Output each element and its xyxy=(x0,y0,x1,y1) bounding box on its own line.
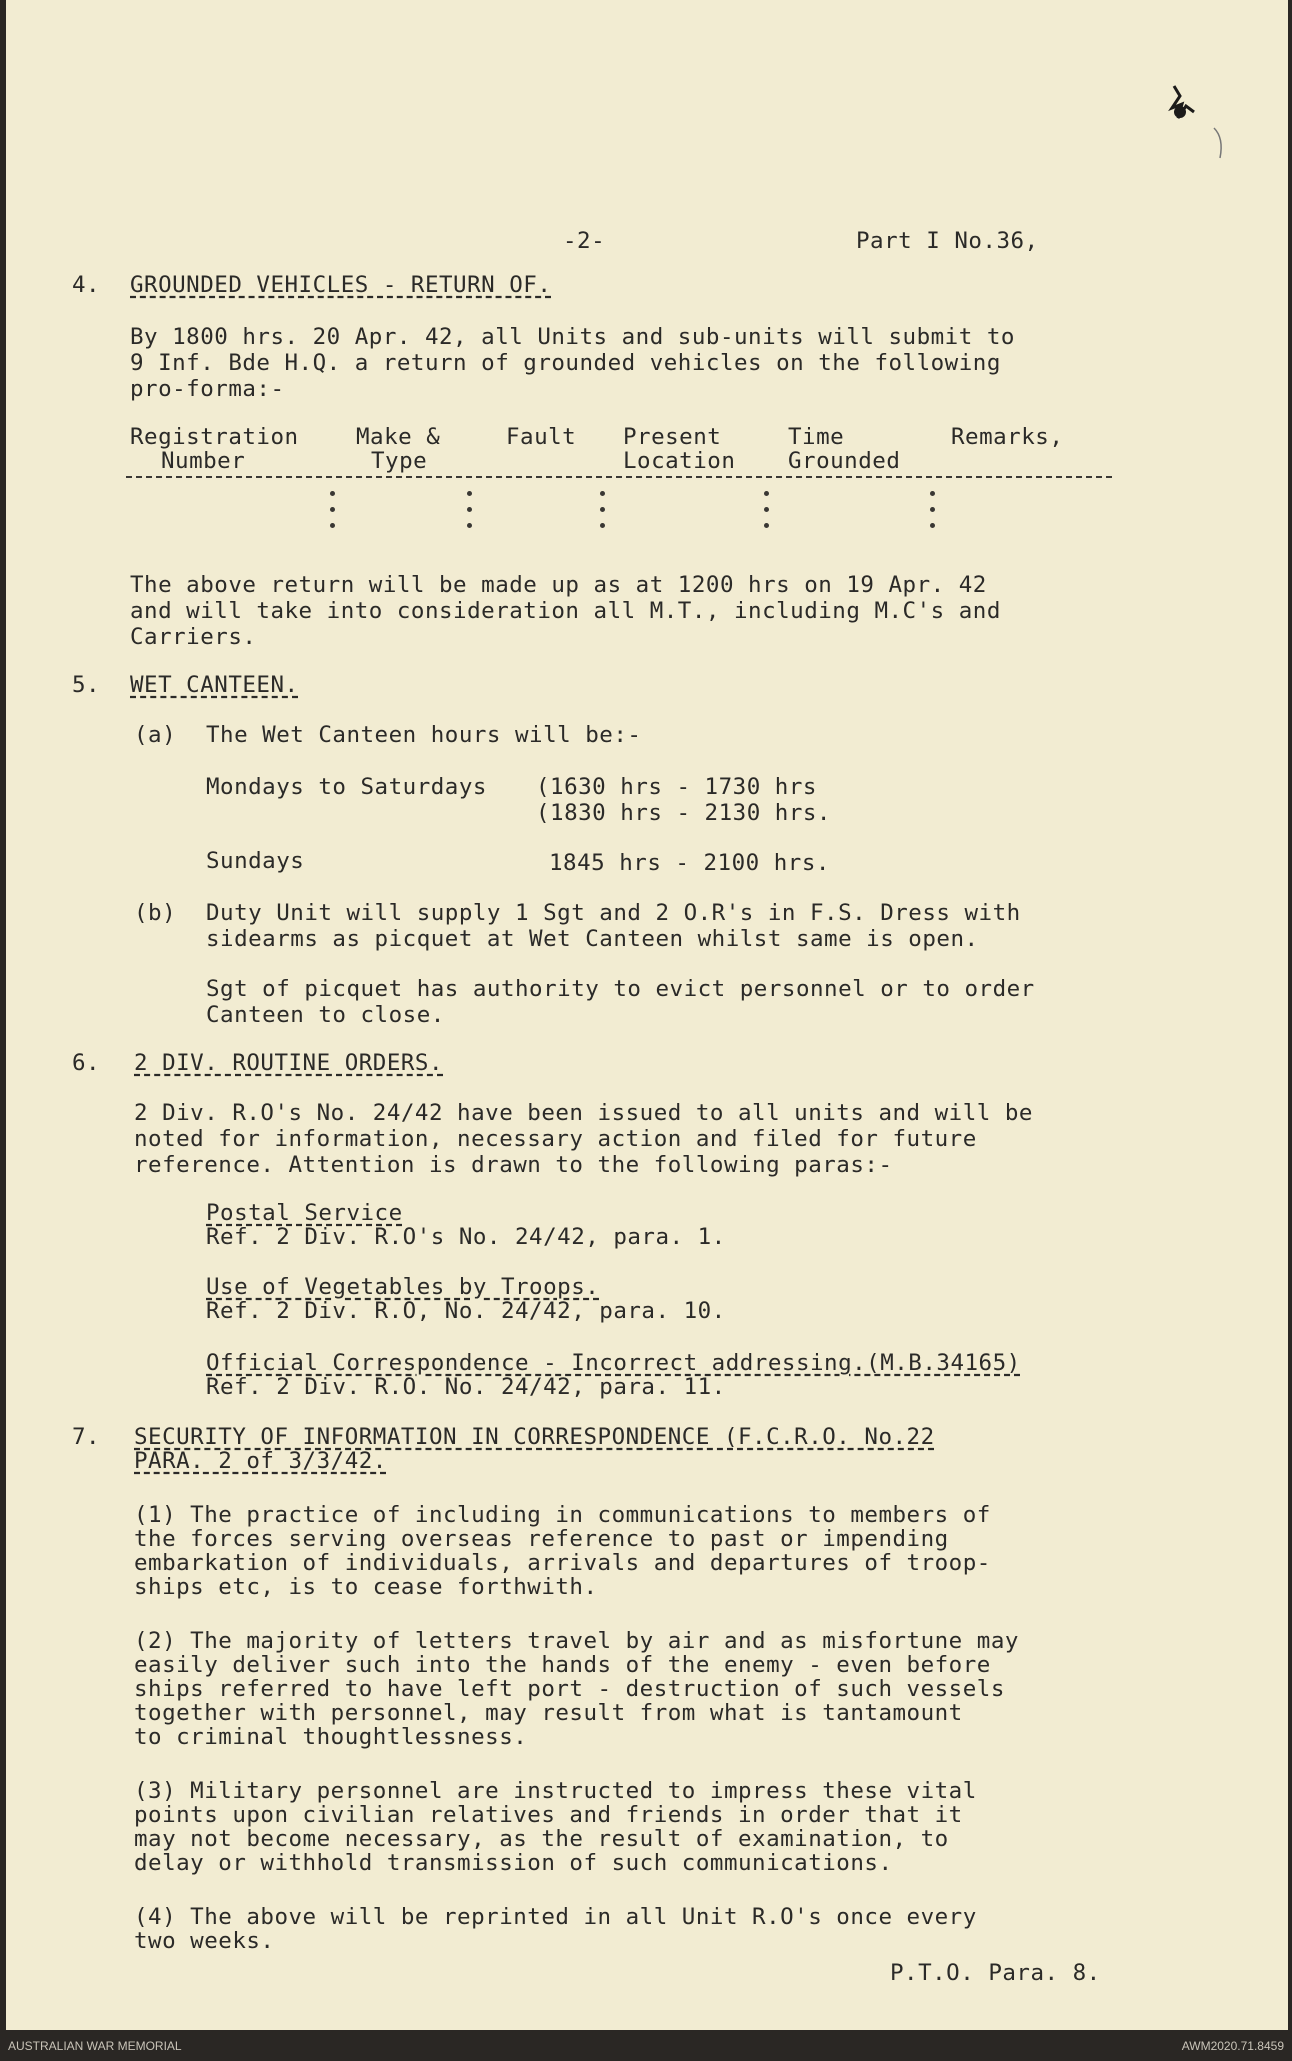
table-header-location: Location xyxy=(623,448,736,474)
document-page xyxy=(6,0,1288,2030)
para6-body-line: 2 Div. R.O's No. 24/42 have been issued to all units and will be xyxy=(134,1100,1033,1126)
table-header-registration: Registration xyxy=(130,424,299,450)
para7-p2-line: easily deliver such into the hands of the enemy - even before xyxy=(134,1652,991,1678)
para7-p4-line: (4) The above will be reprinted in all Unit R.O's once every xyxy=(134,1904,977,1930)
para5-a-text: The Wet Canteen hours will be:- xyxy=(206,722,642,748)
ro-item-title: Postal Service xyxy=(206,1200,403,1226)
table-header-present: Present xyxy=(623,424,722,450)
para6-heading: 2 DIV. ROUTINE ORDERS. xyxy=(134,1050,444,1076)
para7-p1-line: ships etc, is to cease forthwith. xyxy=(134,1574,598,1600)
para4-closing-line: and will take into consideration all M.T., including M.C's and xyxy=(130,598,1001,624)
para7-number: 7. xyxy=(72,1424,101,1450)
para7-p4-line: two weeks. xyxy=(134,1928,275,1954)
para7-heading: PARA. 2 of 3/3/42. xyxy=(134,1448,387,1474)
part-number: Part I No.36, xyxy=(856,228,1039,254)
table-header-remarks: Remarks, xyxy=(951,424,1064,450)
staple-hole-mark xyxy=(1154,78,1254,168)
pto-note: P.T.O. Para. 8. xyxy=(890,1960,1101,1986)
para7-p2-line: (2) The majority of letters travel by air and as misfortune may xyxy=(134,1628,1019,1654)
para7-p2-line: ships referred to have left port - destruction of such vessels xyxy=(134,1676,1005,1702)
para4-closing-line: The above return will be made up as at 1200 hrs on 19 Apr. 42 xyxy=(130,572,987,598)
table-column-dots xyxy=(463,484,475,546)
para4-body-line: pro-forma:- xyxy=(130,376,285,402)
table-column-dots xyxy=(926,484,938,546)
ro-item-ref: Ref. 2 Div. R.O, No. 24/42, para. 10. xyxy=(206,1298,726,1324)
para5-b-line: Canteen to close. xyxy=(206,1002,445,1028)
sunday-label: Sundays xyxy=(206,848,305,874)
para4-body-line: 9 Inf. Bde H.Q. a return of grounded vehicles on the following xyxy=(130,350,1001,376)
para4-body-line: By 1800 hrs. 20 Apr. 42, all Units and sub-units will submit to xyxy=(130,324,1015,350)
table-header-rule xyxy=(126,476,1112,478)
weekday-time: (1830 hrs - 2130 hrs. xyxy=(536,800,831,826)
ro-item-ref: Ref. 2 Div. R.O. No. 24/42, para. 11. xyxy=(206,1374,726,1400)
weekday-label: Mondays to Saturdays xyxy=(206,774,487,800)
para5-b-line: Sgt of picquet has authority to evict personnel or to order xyxy=(206,976,1035,1002)
para7-heading: SECURITY OF INFORMATION IN CORRESPONDENCE (F.C.R.O. No.22 xyxy=(134,1424,935,1450)
para7-p3-line: points upon civilian relatives and friends in order that it xyxy=(134,1802,963,1828)
para6-number: 6. xyxy=(72,1050,101,1076)
table-header-number: Number xyxy=(161,448,246,474)
para7-p2-line: together with personnel, may result from what is tantamount xyxy=(134,1700,963,1726)
para7-p3-line: delay or withhold transmission of such communications. xyxy=(134,1850,893,1876)
para5-a-label: (a) xyxy=(134,722,177,748)
table-header-fault: Fault xyxy=(506,424,577,450)
para4-number: 4. xyxy=(72,272,101,298)
para5-number: 5. xyxy=(72,672,101,698)
table-header-grounded: Grounded xyxy=(788,448,901,474)
para5-b-label: (b) xyxy=(134,900,177,926)
archive-footer xyxy=(0,2030,1292,2061)
ro-item-ref: Ref. 2 Div. R.O's No. 24/42, para. 1. xyxy=(206,1224,726,1250)
para5-b-line: sidearms as picquet at Wet Canteen whilst same is open. xyxy=(206,926,979,952)
para4-closing-line: Carriers. xyxy=(130,624,257,650)
table-column-dots xyxy=(596,484,608,546)
para5-heading: WET CANTEEN. xyxy=(130,672,299,698)
para4-heading: GROUNDED VEHICLES - RETURN OF. xyxy=(130,272,552,298)
footer-catalogue-id: AWM2020.71.8459 xyxy=(1181,2039,1284,2053)
ro-item-title: Use of Vegetables by Troops. xyxy=(206,1274,600,1300)
table-column-dots xyxy=(760,484,772,546)
para7-p2-line: to criminal thoughtlessness. xyxy=(134,1724,528,1750)
para6-body-line: noted for information, necessary action and filed for future xyxy=(134,1126,977,1152)
para7-p3-line: (3) Military personnel are instructed to impress these vital xyxy=(134,1778,977,1804)
weekday-time: (1630 hrs - 1730 hrs xyxy=(536,774,817,800)
para5-b-line: Duty Unit will supply 1 Sgt and 2 O.R's in F.S. Dress with xyxy=(206,900,1021,926)
table-column-dots xyxy=(326,484,338,546)
para7-p1-line: embarkation of individuals, arrivals and departures of troop- xyxy=(134,1550,991,1576)
para7-p1-line: the forces serving overseas reference to past or impending xyxy=(134,1526,949,1552)
table-header-type: Type xyxy=(371,448,428,474)
sunday-time: 1845 hrs - 2100 hrs. xyxy=(549,850,830,876)
para7-p3-line: may not become necessary, as the result of examination, to xyxy=(134,1826,949,1852)
para6-body-line: reference. Attention is drawn to the following paras:- xyxy=(134,1152,893,1178)
table-header-time: Time xyxy=(788,424,845,450)
ro-item-title: Official Correspondence - Incorrect addressing.(M.B.34165) xyxy=(206,1350,1021,1376)
table-header-make: Make & xyxy=(356,424,441,450)
para7-p1-line: (1) The practice of including in communications to members of xyxy=(134,1502,991,1528)
footer-archive-name: AUSTRALIAN WAR MEMORIAL xyxy=(8,2039,182,2053)
page-number: -2- xyxy=(563,228,606,254)
